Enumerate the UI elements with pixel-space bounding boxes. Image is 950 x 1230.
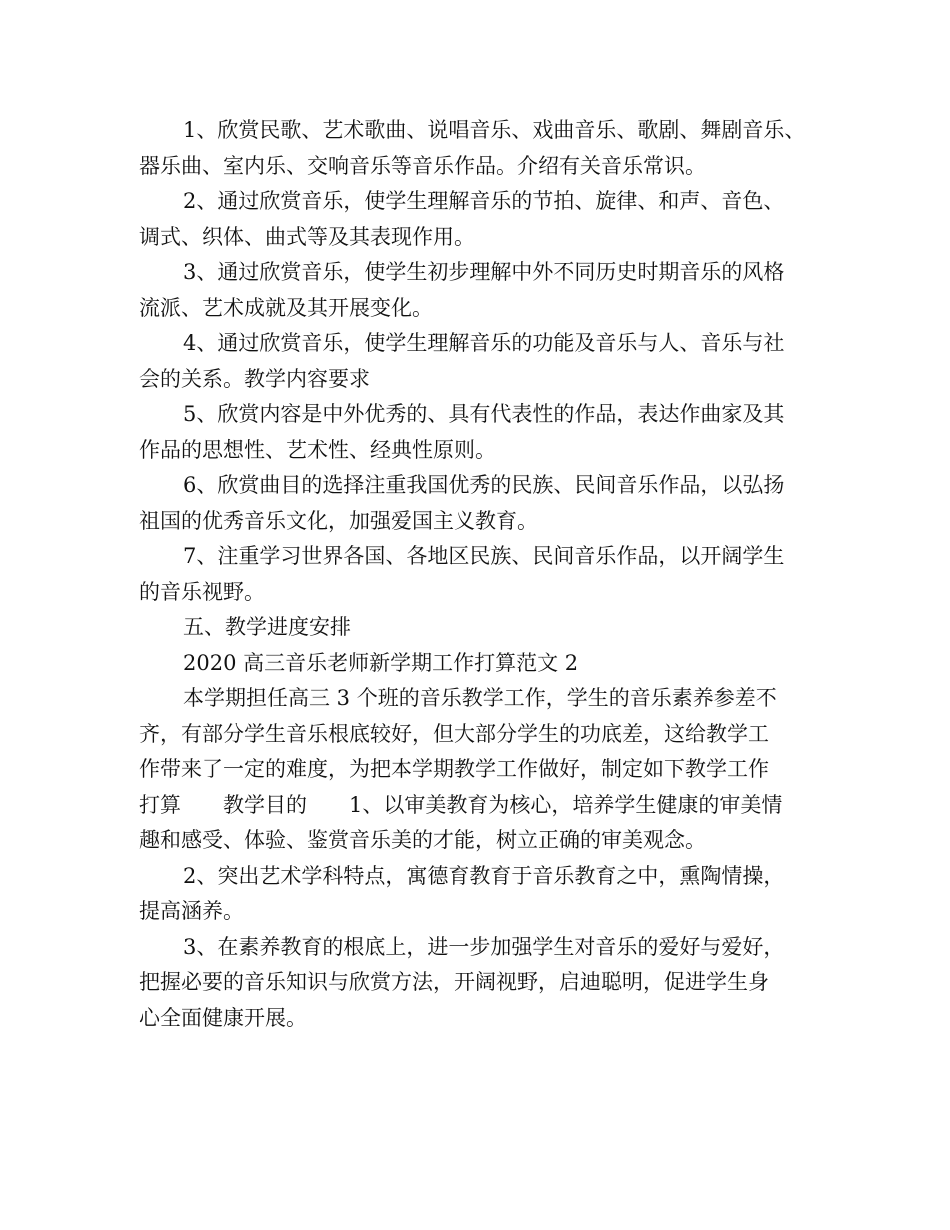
paragraph-line: 2、突出艺术学科特点，寓德育教育于音乐教育之中，熏陶情操， [183, 863, 785, 888]
paragraph-goal-3 [139, 930, 839, 1037]
section-heading-text: 五、教学进度安排 [183, 615, 351, 639]
paragraph-line: 本学期担任高三 3 个班的音乐教学工作，学生的音乐素养参差不 [183, 686, 777, 710]
section-heading-schedule [139, 610, 839, 646]
paragraph-line: 的音乐视野。 [139, 579, 265, 604]
paragraph-line: 5、欣赏内容是中外优秀的、具有代表性的作品，表达作曲家及其 [183, 402, 785, 426]
paragraph-item-7 [139, 539, 839, 610]
paragraph-line: 调式、织体、曲式等及其表现作用。 [139, 224, 475, 249]
paragraph-item-3 [139, 255, 839, 326]
subtitle-text: 2020 高三音乐老师新学期工作打算范文 2 [183, 650, 579, 675]
paragraph-line: 心全面健康开展。 [139, 1005, 307, 1030]
paragraph-line: 2、通过欣赏音乐，使学生理解音乐的节拍、旋律、和声、音色、 [183, 189, 785, 213]
paragraph-line: 打算 教学目的 1、以审美教育为核心，培养学生健康的审美情 [139, 792, 783, 817]
paragraph-line: 流派、艺术成就及其开展变化。 [139, 295, 433, 320]
paragraph-goal-2 [139, 859, 839, 930]
paragraph-line: 4、通过欣赏音乐，使学生理解音乐的功能及音乐与人、音乐与社 [183, 331, 785, 355]
paragraph-line: 6、欣赏曲目的选择注重我国优秀的民族、民间音乐作品，以弘扬 [183, 473, 785, 497]
paragraph-intro [139, 681, 839, 859]
paragraph-line: 作带来了一定的难度，为把本学期教学工作做好，制定如下教学工作 [139, 757, 769, 781]
paragraph-line: 器乐曲、室内乐、交响音乐等音乐作品。介绍有关音乐常识。 [139, 153, 706, 178]
paragraph-item-4 [139, 326, 839, 397]
paragraph-line: 把握必要的音乐知识与欣赏方法，开阔视野，启迪聪明，促进学生身 [139, 970, 769, 994]
paragraph-item-2 [139, 184, 839, 255]
paragraph-line: 3、在素养教育的根底上，进一步加强学生对音乐的爱好与爱好， [183, 934, 785, 959]
paragraph-item-1 [139, 113, 839, 184]
paragraph-line: 3、通过欣赏音乐，使学生初步理解中外不同历史时期音乐的风格 [183, 260, 785, 284]
paragraph-line: 会的关系。教学内容要求 [139, 366, 370, 391]
document-body [139, 113, 839, 1036]
paragraph-item-6 [139, 468, 839, 539]
paragraph-line: 祖国的优秀音乐文化，加强爱国主义教育。 [139, 508, 538, 533]
paragraph-line: 提高涵养。 [139, 899, 244, 923]
document-subtitle [139, 646, 839, 682]
paragraph-item-5 [139, 397, 839, 468]
paragraph-line: 作品的思想性、艺术性、经典性原则。 [139, 437, 496, 462]
paragraph-line: 齐，有部分学生音乐根底较好，但大部分学生的功底差，这给教学工 [139, 721, 769, 746]
paragraph-line: 7、注重学习世界各国、各地区民族、民间音乐作品，以开阔学生 [183, 544, 785, 568]
paragraph-line: 趣和感受、体验、鉴赏音乐美的才能，树立正确的审美观念。 [139, 828, 706, 852]
paragraph-line: 1、欣赏民歌、艺术歌曲、说唱音乐、戏曲音乐、歌剧、舞剧音乐、 [183, 118, 806, 142]
